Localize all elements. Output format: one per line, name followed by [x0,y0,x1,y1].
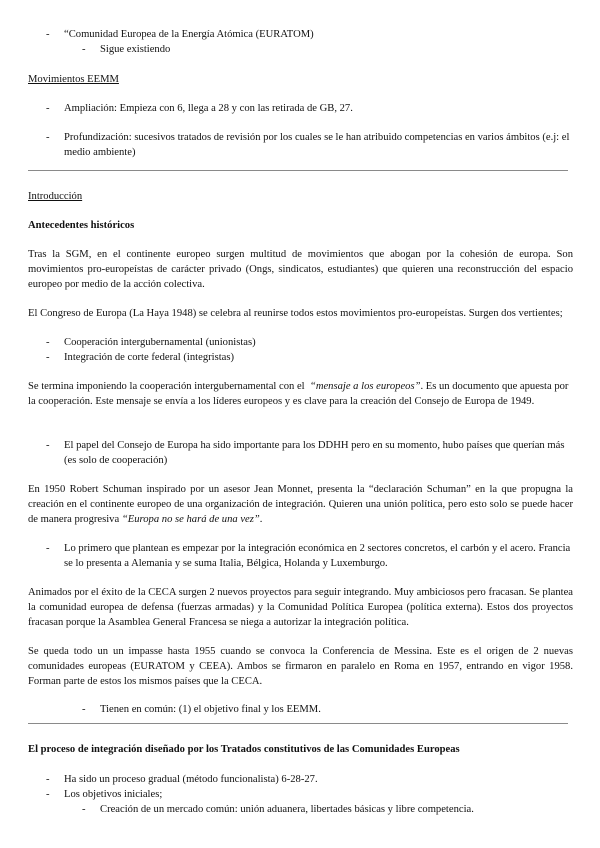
sub-bullet-text: Tienen en común: (1) el objetivo final y los EEMM. [100,704,321,715]
bullet-text: Integración de corte federal (integristas) [64,352,235,363]
bullet-text: “Comunidad Europea de la Energía Atómica (EURATOM) [64,29,314,40]
dash: - [82,704,86,715]
intro-paragraph-6: Se queda todo un un impasse hasta 1955 cuando se convoca la Conferencia de Messina. Este es el origen de 2 nuevas comunidades europeas (EURATOM y CEEA). Ambos se firmaron en paralelo en Roma en 1957, entrando en vigor 1958. Forman parte de estos los mismos países que la CECA. [28,646,573,687]
dash: - [46,440,50,451]
europa-quote: “Europa no se hará de una vez” [121,513,260,525]
bullet-text: Lo primero que plantean es empezar por la integración económica en 2 sectores concretos, el carbón y el acero. Francia se lo presenta a Alemania y se suma Italia, Bélgica, Holanda y Luxemburgo. [64,543,571,569]
proceso-heading: El proceso de integración diseñado por los Tratados constitutivos de las Comunidades Europeas [28,744,460,755]
dash: - [46,789,50,800]
sub-bullet-text: Creación de un mercado común: unión aduanera, libertades básicas y libre competencia. [100,804,474,815]
para3-text-b: . Es un documento que apuesta por la cooperación. Este mensaje se envía a los líderes europeos y es clave para la creación del Consejo de Europa de 1949. [28,381,569,407]
dash: - [46,29,50,40]
dash: - [46,103,50,114]
divider [28,170,568,171]
mensaje-quote: “mensaje a los europeos” [309,381,421,392]
dash: - [82,804,86,815]
para4-text-a: En 1950 Robert Schuman inspirado por un asesor Jean Monnet, presenta la “declaración Schuman” en la que propugna la creación en el continente europeo de una organización de integración. Quieren una unión política, pero esto solo se puede hacer de manera progresiva [28,484,573,525]
intro-paragraph-2: El Congreso de Europa (La Haya 1948) se celebra al reunirse todos estos movimientos pro-europeístas. Surgen dos vertientes; [28,308,563,319]
bullet-text: Cooperación intergubernamental (unionistas) [64,337,256,348]
bullet-text: Los objetivos iniciales; [64,789,163,800]
bullet-text: Ha sido un proceso gradual (método funcionalista) 6-28-27. [64,774,318,785]
intro-paragraph-3 [28,380,573,410]
dash: - [46,132,50,143]
dash: - [46,352,50,363]
antecedentes-heading: Antecedentes históricos [28,220,135,231]
dash: - [46,337,50,348]
sub-bullet-text: Sigue existiendo [100,44,171,55]
divider [28,723,568,724]
bullet-text: Ampliación: Empieza con 6, llega a 28 y con las retirada de GB, 27. [64,103,353,114]
bullet-text: El papel del Consejo de Europa ha sido importante para los DDHH pero en su momento, hubo países que querían más (es solo de cooperación) [64,440,565,466]
intro-heading: Introducción [28,191,83,202]
dash: - [82,44,86,55]
bullet-text: Profundización: sucesivos tratados de revisión por los cuales se le han atribuido competencias en varios ámbitos (e.j: el medio ambiente) [64,132,570,158]
para4-text-b: . [259,513,263,525]
dash: - [46,543,50,554]
intro-paragraph-5: Animados por el éxito de la CECA surgen 2 nuevos proyectos para seguir integrando. Muy ambiciosos pero fracasan. Se plantea la comunidad europea de defensa (fuerzas armadas) y la Comunidad Política Europea (política externa). Estos dos proyectos fracasan porque la Asamblea General Francesa se niega a autorizar la integración política. [28,587,573,628]
dash: - [46,774,50,785]
intro-paragraph-4 [28,483,573,527]
para3-text-a: Se termina imponiendo la cooperación intergubernamental con el [28,381,305,392]
intro-paragraph-1: Tras la SGM, en el continente europeo surgen multitud de movimientos que abogan por la cohesión de europa. Son movimientos pro-europeístas de carácter privado (Ongs, sindicatos, estudiantes) que quieren una reconstrucción del espacio europeo por medio de la acción colectiva. [28,249,573,290]
movimientos-heading: Movimientos EEMM [28,74,119,85]
